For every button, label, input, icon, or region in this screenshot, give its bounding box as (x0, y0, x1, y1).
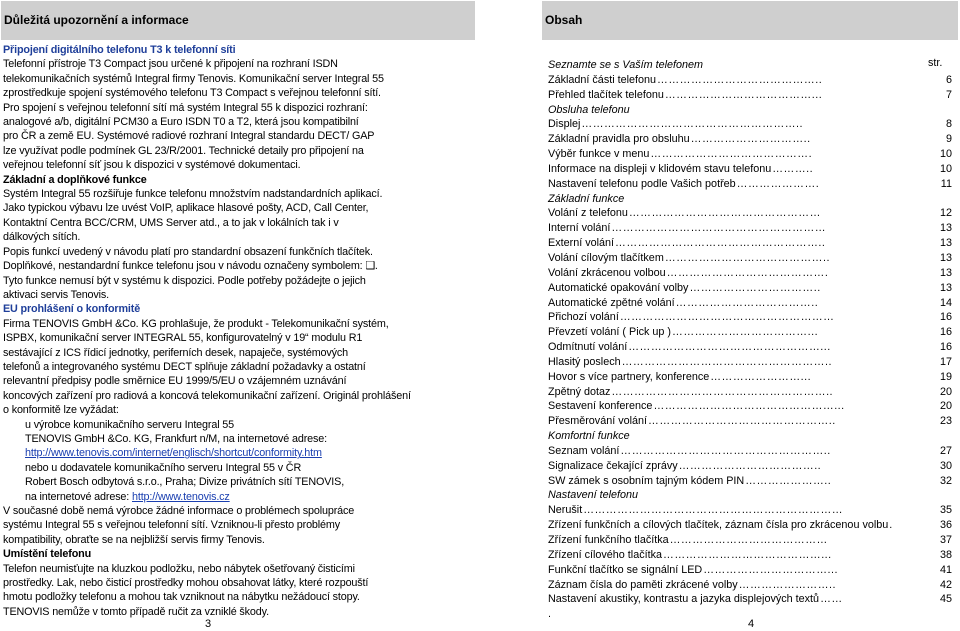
paragraph-line: Doplňkové, nestandardní funkce telefonu jsou v návodu označeny symbolem: ❑. (3, 260, 378, 273)
toc-entry-label: Převzetí volání ( Pick up ) (548, 326, 672, 339)
toc-entry-label: Volání cílovým tlačítkem (548, 251, 664, 264)
toc-entry-label: Základní pravidla pro obsluhu (548, 133, 690, 146)
toc-entry[interactable] (548, 73, 952, 88)
toc-entry-label: . (548, 608, 551, 621)
toc-leader-dots (630, 103, 930, 118)
toc-entry-label: Hlasitý poslech (548, 355, 621, 368)
toc-entry[interactable] (548, 147, 952, 162)
toc-page-number: 14 (939, 296, 952, 309)
toc-entry[interactable] (548, 266, 952, 281)
paragraph-line: Kontaktní Centra BCC/CRM, UMS Server atd., a to jak v lokálních tak i v (3, 216, 339, 229)
paragraph-line: sestávající z ICS řídicí jednotky, periferních desek, napaječe, systémových (3, 346, 349, 359)
toc-leader-dots: ……………………………………. (666, 266, 829, 279)
toc-page-number: 6 (945, 73, 952, 86)
toc-leader-dots: …………………………………………………………… (583, 504, 844, 517)
toc-page-number: 8 (945, 118, 952, 131)
toc-leader-dots: …………………. (736, 177, 820, 190)
toc-leader-dots: ………………………………………………… (611, 222, 827, 235)
toc-entry-label: Volání z telefonu (548, 207, 628, 220)
toc-page-number: 13 (939, 281, 952, 294)
conformity-link[interactable]: http://www.tenovis.com/internet/englisch/shortcut/conformity.htm (25, 447, 322, 460)
toc-page-number: 42 (939, 578, 952, 591)
toc-page-number: 7 (945, 88, 952, 101)
toc-page-number: 36 (939, 519, 952, 532)
toc-page-number: 23 (939, 415, 952, 428)
toc-entry[interactable] (548, 548, 952, 563)
toc-leader-dots: ………………………………………………….. (611, 385, 834, 398)
section-heading: Připojení digitálního telefonu T3 k telefonní síti (3, 44, 236, 56)
paragraph-line: Popis funkcí uvedený v návodu platí pro standardní obsazení funkčních tlačítek. (3, 245, 373, 258)
toc-section-heading (548, 103, 952, 118)
toc-entry-label: Obsluha telefonu (548, 103, 630, 116)
paragraph-line: analogové a/b, digitální PCM30 a Euro ISDN T0 a T2, která jsou kompatibilní (3, 116, 359, 129)
page-column-label: str. (928, 57, 943, 69)
toc-page-number: 20 (939, 400, 952, 413)
toc-entry[interactable] (548, 518, 952, 533)
indented-line (3, 490, 475, 504)
toc-entry-label: Funkční tlačítko se signální LED (548, 563, 703, 576)
toc-entry-label: Přehled tlačítek telefonu (548, 88, 664, 101)
toc-page-number: 16 (939, 341, 952, 354)
toc-leader-dots: ……………………………………. (650, 148, 813, 161)
toc-leader-dots: ……………………………………………….. (615, 237, 826, 250)
toc-entry-label: Zřízení cílového tlačítka (548, 548, 663, 561)
toc-page-number: 17 (939, 355, 952, 368)
toc-page-number: 13 (939, 251, 952, 264)
toc-entry[interactable] (548, 414, 952, 429)
toc-entry-label: Základní funkce (548, 192, 625, 205)
toc-entry[interactable] (548, 117, 952, 132)
toc-entry-label: Zpětný dotaz (548, 385, 611, 398)
toc-entry-label: Přichozí volání (548, 311, 619, 324)
paragraph-line: TENOVIS nemůže v tomto případě ručit za vzniklé škody. (3, 605, 269, 618)
toc-page-number: 45 (939, 593, 952, 606)
conformity-link-line (3, 446, 475, 460)
paragraph-line: ISPBX, komunikační server INTEGRAL 55, konfigurovatelný v 19“ modulu R1 (3, 332, 363, 345)
toc-leader-dots: ……………………………………………….. (620, 444, 831, 457)
toc-entry-label: Přesměrování volání (548, 415, 648, 428)
toc-entry[interactable] (548, 563, 952, 578)
toc-entry-label: Interní volání (548, 222, 611, 235)
toc-page-number: 9 (945, 133, 952, 146)
toc-section-heading (548, 488, 952, 503)
toc-entry[interactable] (548, 325, 952, 340)
toc-entry[interactable] (548, 399, 952, 414)
toc-entry-label: Hovor s více partnery, konference (548, 370, 710, 383)
toc-leader-dots: …………………………………… (669, 534, 828, 546)
toc-entry-label: Automatické opakování volby (548, 281, 689, 294)
toc-entry[interactable] (548, 355, 952, 370)
toc-entry[interactable] (548, 162, 952, 177)
page-number-left: 3 (205, 618, 212, 630)
toc-entry[interactable] (548, 533, 952, 548)
toc-leader-dots: ………………………………………………….. (581, 118, 804, 131)
paragraph-line: Firma TENOVIS GmbH &Co. KG prohlašuje, že produkt - Telekomunikační systém, (3, 317, 389, 330)
toc-page-number: 41 (939, 563, 952, 576)
toc-entry[interactable] (548, 88, 952, 103)
toc-entry-label: Automatické zpětné volání (548, 296, 675, 309)
toc-entry-label: Externí volání (548, 237, 615, 250)
toc-section-heading (548, 192, 952, 207)
paragraph-line: Jako typickou výbavu lze uvést VoIP, aplikace hlasové pošty, ACD, Call Center, (3, 202, 369, 215)
toc-leader-dots: ……………………………….. (675, 296, 819, 309)
toc-page-number: 10 (939, 162, 952, 175)
paragraph-line: lze využívat podle podmínek GL 23/R/2001. Technické detaily pro připojení na (3, 144, 364, 157)
paragraph-line: hmotu podložky telefonu a mohou tak vzniknout na nábytku nežádoucí stopy. (3, 591, 360, 604)
toc-leader-dots: ……………………………………………... (628, 341, 831, 354)
paragraph-line: relevantní předpisy podle směrnice EU 1999/5/EU o vzájemném uznávání (3, 375, 347, 388)
toc-entry[interactable] (548, 221, 952, 236)
paragraph-line: koncových zařízení pro radiová a koncová telekomunikační zařízení. Originál prohlášení (3, 389, 411, 402)
toc-section-heading (548, 58, 952, 73)
toc-entry[interactable] (548, 206, 952, 221)
paragraph-line: dálkových sítích. (3, 231, 81, 244)
toc-leader-dots: ………………….. (745, 474, 832, 487)
toc-entry-label: Odmítnutí volání (548, 341, 628, 354)
section-heading: Základní a doplňkové funkce (3, 173, 147, 186)
paragraph-line: telefonů a integrovaného systému DECT splňuje základní požadavky a ostatní (3, 360, 366, 373)
toc-entry[interactable] (548, 578, 952, 593)
toc-entry[interactable] (548, 444, 952, 459)
toc-entry[interactable] (548, 503, 952, 518)
toc-page-number: 13 (939, 266, 952, 279)
toc-page-number: 11 (940, 177, 952, 190)
paragraph-line: telekomunikačních systémů Integral firmy Tenovis. Komunikační server Integral 55 (3, 72, 384, 85)
toc-leader-dots: …………………………………... (664, 88, 823, 101)
toc-leader-dots: ……………………………….. (678, 459, 822, 472)
toc-page-number: 37 (939, 534, 952, 546)
toc-leader-dots (630, 429, 930, 444)
indented-text: u výrobce komunikačního serveru Integral 55 (25, 418, 235, 431)
paragraph-line: veřejnou telefonní síť jsou k dispozici v systémové dokumentaci. (3, 159, 301, 172)
toc-page-number: 10 (939, 148, 952, 161)
toc-entry[interactable] (548, 459, 952, 474)
toc-page-number (930, 58, 952, 73)
toc-entry-label: Záznam čísla do paměti zkrácené volby (548, 578, 738, 591)
toc-entry-label: Nastavení telefonu podle Vašich potřeb (548, 177, 736, 190)
toc-leader-dots (551, 607, 930, 622)
section-heading: EU prohlášení o konformitě (3, 303, 141, 316)
paragraph-line: systému Integral 55 s veřejnou telefonní sítí. Vzniknou-li přesto problémy (3, 519, 340, 532)
toc-entry[interactable] (548, 251, 952, 266)
toc-page-number: 38 (939, 548, 952, 561)
left-page-header: Důležitá upozornění a informace (1, 1, 475, 40)
toc-leader-dots: …………………….. (738, 578, 837, 591)
toc-leader-dots: …………………………………………… (628, 207, 821, 220)
toc-entry-label: Seznamte se s Vaším telefonem (548, 59, 704, 71)
toc-leader-dots: …………………………………….. (657, 73, 823, 86)
toc-leader-dots: …………………………………………... (653, 400, 845, 413)
paragraph-line: zprostředkuje spojení systémového telefonu T3 Compact s veřejnou telefonní sítí. (3, 87, 381, 100)
indented-text: TENOVIS GmbH &Co. KG, Frankfurt n/M, na internetové adrese: (25, 432, 327, 445)
paragraph-line: kompatibility, obraťte se na nejbližší servis firmy Tenovis. (3, 533, 265, 546)
toc-entry[interactable] (548, 592, 952, 607)
indented-text: na internetové adrese: (25, 490, 132, 503)
toc-entry-label: Informace na displeji v klidovém stavu telefonu (548, 162, 772, 175)
toc-leader-dots: . (889, 519, 893, 532)
toc-entry-label: Signalizace čekající zprávy (548, 459, 678, 472)
toc-entry-label: Výběr funkce v menu (548, 148, 650, 161)
paragraph-line: Systém Integral 55 rozšiřuje funkce telefonu množstvím nadstandardních aplikací. (3, 188, 383, 201)
toc-leader-dots (638, 488, 930, 503)
tenovis-cz-link[interactable]: http://www.tenovis.cz (132, 490, 230, 503)
toc-entry-label: Seznam volání (548, 444, 620, 457)
toc-entry-label: Zřízení funkčního tlačítka (548, 534, 669, 546)
toc-entry-label: Nastavení telefonu (548, 489, 639, 502)
paragraph-line: pro ČR a země EU. Systémové radiové rozhraní Integral standardu DECT/ GAP (3, 130, 375, 143)
toc-leader-dots (703, 58, 930, 73)
toc-entry-label: Zřízení funkčních a cílových tlačítek, záznam čísla pro zkrácenou volbu (548, 519, 889, 532)
toc-page-number: 35 (939, 504, 952, 517)
toc-leader-dots: ………………………….. (690, 133, 811, 146)
toc-entry-label: Volání zkrácenou volbou (548, 266, 666, 279)
toc-page-number (930, 429, 952, 444)
toc-leader-dots: ……………………………... (703, 563, 838, 576)
toc-page-number: 16 (939, 311, 952, 324)
paragraph-line: aktivaci servis Tenovis. (3, 288, 110, 301)
toc-leader-dots: …… (820, 593, 843, 606)
indented-line (3, 432, 475, 446)
toc-entry-label: Displej (548, 118, 581, 131)
paragraph-line: Telefon neumisťujte na kluzkou podložku, nebo nábytek ošetřovaný čisticími (3, 562, 355, 575)
table-of-contents (548, 58, 952, 622)
page-number-right: 4 (748, 618, 755, 630)
paragraph-line: V současné době nemá výrobce žádné informace o problémech spolupráce (3, 505, 355, 517)
toc-entry-label: Nerušit (548, 504, 583, 517)
toc-page-number: 30 (939, 459, 952, 472)
toc-entry-label: Základní části telefonu (548, 73, 657, 86)
left-page-body (3, 43, 475, 619)
toc-entry[interactable] (548, 177, 952, 192)
section-heading: Umístění telefonu (3, 548, 92, 561)
paragraph-line: prostředky. Lak, nebo čisticí prostředky mohou obsahovat látky, které rozpouští (3, 577, 369, 590)
toc-entry-label: SW zámek s osobním tajným kódem PIN (548, 474, 745, 487)
toc-page-number: 27 (939, 444, 952, 457)
indented-line (3, 475, 475, 489)
toc-leader-dots (624, 192, 930, 207)
toc-page-number: 20 (939, 385, 952, 398)
paragraph-line: Pro spojení s veřejnou telefonní sítí má systém Integral 55 k dispozici rozhraní: (3, 101, 368, 114)
toc-page-number: 16 (939, 326, 952, 339)
toc-entry-label: Nastavení akustiky, kontrastu a jazyka displejových textů (548, 593, 820, 606)
toc-section-heading (548, 429, 952, 444)
toc-leader-dots: ………………………………………………… (619, 311, 835, 324)
toc-page-number (930, 192, 952, 207)
toc-leader-dots: ……………………... (710, 370, 812, 383)
toc-leader-dots: ……….. (772, 162, 814, 175)
toc-page-number (930, 607, 952, 622)
toc-page-number: 13 (939, 237, 952, 250)
indented-text: Robert Bosch odbytová s.r.o., Praha; Divize privátních sítí TENOVIS, (25, 476, 345, 489)
toc-entry[interactable] (548, 236, 952, 251)
toc-entry[interactable] (548, 370, 952, 385)
right-page-header: Obsah (542, 1, 958, 40)
toc-entry[interactable] (548, 385, 952, 400)
toc-leader-dots: …………………………….. (689, 281, 821, 294)
toc-entry-label: Sestavení konference (548, 400, 653, 413)
toc-leader-dots: …………………………………….. (664, 251, 830, 264)
toc-entry[interactable] (548, 281, 952, 296)
indented-line (3, 418, 475, 432)
toc-entry[interactable] (548, 310, 952, 325)
paragraph-line: o konformitě lze vyžádat: (3, 404, 119, 417)
toc-entry[interactable] (548, 340, 952, 355)
indented-line (3, 461, 475, 475)
toc-page-number: 19 (939, 370, 952, 383)
indented-text: nebo u dodavatele komunikačního serveru Integral 55 v ČR (25, 461, 302, 474)
toc-leader-dots: ………………………………... (672, 326, 819, 339)
toc-entry-label: Komfortní funkce (548, 430, 630, 443)
toc-leader-dots: ……………………………………... (663, 548, 832, 561)
toc-leader-dots: ………………………………………….. (648, 415, 836, 428)
toc-page-number: 13 (939, 222, 952, 235)
toc-leader-dots: ……………………………………………….. (621, 355, 832, 368)
toc-entry[interactable] (548, 296, 952, 311)
paragraph-line: Tyto funkce nemusí být v systému k dispozici. Podle potřeby požádejte o jejich (3, 274, 366, 287)
toc-entry[interactable] (548, 474, 952, 489)
toc-entry[interactable] (548, 132, 952, 147)
toc-page-number (930, 103, 952, 118)
paragraph-line: Telefonní přístroje T3 Compact jsou určené k připojení na rozhraní ISDN (3, 58, 338, 71)
toc-page-number: 12 (939, 207, 952, 220)
toc-page-number: 32 (939, 474, 952, 487)
toc-page-number (930, 488, 952, 503)
